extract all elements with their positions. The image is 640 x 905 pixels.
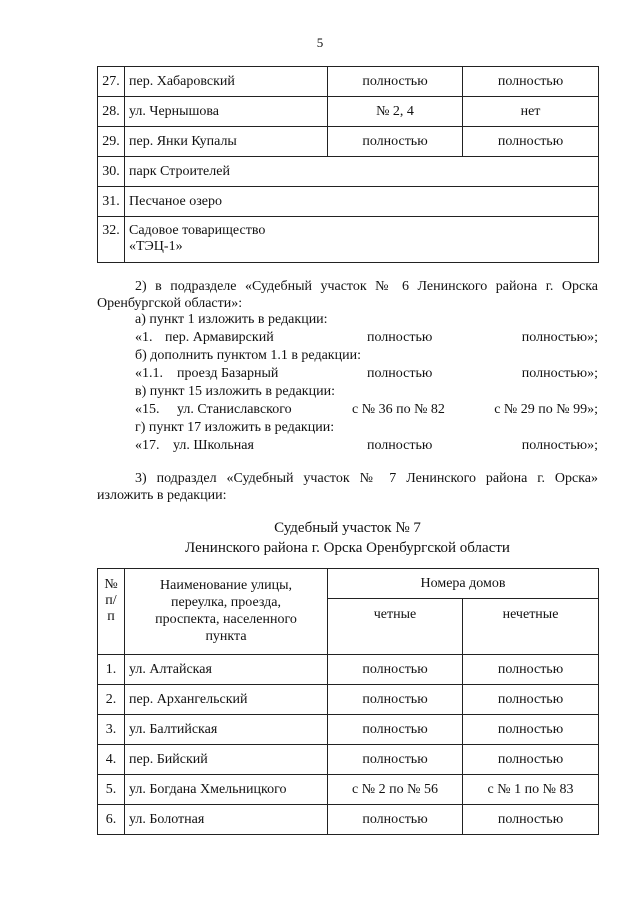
section-title	[97, 518, 598, 558]
row-number: 31.	[98, 187, 125, 217]
even-houses: полностью	[328, 715, 463, 745]
column-header-number	[98, 569, 125, 655]
odd-houses: полностью	[463, 655, 599, 685]
item-g	[135, 438, 598, 455]
odd-houses: полностью»;	[521, 330, 598, 345]
table-row	[98, 775, 599, 805]
odd-houses: полностью	[463, 805, 599, 835]
street-name-line: «ТЭЦ-1»	[129, 239, 183, 254]
row-number: 32.	[98, 217, 125, 263]
even-houses: полностью	[328, 127, 463, 157]
even-houses: полностью	[367, 366, 433, 381]
even-houses: № 2, 4	[328, 97, 463, 127]
odd-houses: полностью	[463, 685, 599, 715]
row-number: 5.	[98, 775, 125, 805]
item-number: «1.	[135, 330, 153, 345]
odd-houses: полностью	[463, 127, 599, 157]
odd-houses: полностью	[463, 745, 599, 775]
table-row	[98, 685, 599, 715]
table-row	[98, 127, 599, 157]
item-number: «17.	[135, 438, 160, 453]
odd-houses: с № 1 по № 83	[463, 775, 599, 805]
odd-houses: полностью»;	[521, 438, 598, 453]
table-header-row	[98, 569, 599, 599]
table-row	[98, 67, 599, 97]
header-line: проспекта, населенного	[155, 612, 297, 627]
row-number: 29.	[98, 127, 125, 157]
even-houses: полностью	[328, 67, 463, 97]
paragraph-line: Оренбургской области»:	[97, 296, 243, 311]
row-number: 4.	[98, 745, 125, 775]
even-houses: полностью	[367, 330, 433, 345]
paragraph-2	[97, 278, 598, 312]
table-row	[98, 157, 599, 187]
even-houses: полностью	[328, 655, 463, 685]
row-number: 30.	[98, 157, 125, 187]
odd-houses: полностью	[463, 67, 599, 97]
item-b	[135, 366, 598, 383]
street-name: пер. Архангельский	[125, 685, 328, 715]
column-header-even: четные	[328, 599, 463, 655]
section-title-line: Судебный участок № 7	[274, 520, 421, 536]
item-v-label	[135, 384, 598, 401]
table-row	[98, 715, 599, 745]
street-name: пер. Бийский	[125, 745, 328, 775]
table-row	[98, 217, 599, 263]
street-name: парк Строителей	[125, 157, 599, 187]
header-line: Наименование улицы,	[160, 578, 292, 593]
even-houses: полностью	[328, 745, 463, 775]
street-name-line: Садовое товарищество	[129, 223, 266, 238]
header-line: пункта	[205, 629, 247, 644]
item-a-label	[135, 312, 598, 329]
street-name: пер. Янки Купалы	[125, 127, 328, 157]
street-name: ул. Станиславского	[177, 402, 292, 417]
paragraph-line: изложить в редакции:	[97, 488, 227, 503]
item-number: «1.1.	[135, 366, 163, 381]
row-number: 2.	[98, 685, 125, 715]
odd-houses: полностью»;	[521, 366, 598, 381]
column-header-odd: нечетные	[463, 599, 599, 655]
street-name: пер. Армавирский	[165, 330, 274, 345]
item-a	[135, 330, 598, 347]
odd-houses: с № 29 по № 99»;	[494, 402, 598, 417]
column-header-name	[125, 569, 328, 655]
even-houses: полностью	[367, 438, 433, 453]
section-title-line: Ленинского района г. Орска Оренбургской области	[185, 540, 510, 556]
page-number: 5	[316, 35, 324, 50]
table-row	[98, 97, 599, 127]
streets-table-district-7	[97, 568, 599, 835]
row-number: 1.	[98, 655, 125, 685]
street-name: проезд Базарный	[177, 366, 279, 381]
header-line: п/п	[105, 593, 117, 624]
street-name	[125, 217, 599, 263]
odd-houses: нет	[463, 97, 599, 127]
table-row	[98, 805, 599, 835]
table-row	[98, 745, 599, 775]
item-label: в) пункт 15 изложить в редакции:	[135, 384, 335, 399]
paragraph-3	[97, 470, 598, 504]
table-row	[98, 187, 599, 217]
row-number: 27.	[98, 67, 125, 97]
street-name: ул. Балтийская	[125, 715, 328, 745]
even-houses: с № 36 по № 82	[352, 402, 445, 417]
streets-table-continued	[97, 66, 599, 263]
street-name: Песчаное озеро	[125, 187, 599, 217]
item-label: б) дополнить пунктом 1.1 в редакции:	[135, 348, 361, 363]
column-header-houses: Номера домов	[328, 569, 599, 599]
item-g-label	[135, 420, 598, 437]
street-name: пер. Хабаровский	[125, 67, 328, 97]
odd-houses: полностью	[463, 715, 599, 745]
item-label: г) пункт 17 изложить в редакции:	[135, 420, 335, 435]
item-label: а) пункт 1 изложить в редакции:	[135, 312, 328, 327]
row-number: 6.	[98, 805, 125, 835]
paragraph-line: 2) в подразделе «Судебный участок № 6 Ленинского района г. Орска	[135, 279, 598, 294]
even-houses: полностью	[328, 805, 463, 835]
even-houses: полностью	[328, 685, 463, 715]
street-name: ул. Алтайская	[125, 655, 328, 685]
row-number: 3.	[98, 715, 125, 745]
even-houses: с № 2 по № 56	[328, 775, 463, 805]
street-name: ул. Школьная	[173, 438, 254, 453]
street-name: ул. Чернышова	[125, 97, 328, 127]
paragraph-line: 3) подраздел «Судебный участок № 7 Ленинского района г. Орска»	[135, 471, 598, 486]
table-row	[98, 655, 599, 685]
header-line: №	[104, 577, 118, 592]
row-number: 28.	[98, 97, 125, 127]
item-v	[135, 402, 598, 419]
item-b-label	[135, 348, 598, 365]
header-line: переулка, проезда,	[171, 595, 281, 610]
street-name: ул. Богдана Хмельницкого	[125, 775, 328, 805]
item-number: «15.	[135, 402, 160, 417]
street-name: ул. Болотная	[125, 805, 328, 835]
